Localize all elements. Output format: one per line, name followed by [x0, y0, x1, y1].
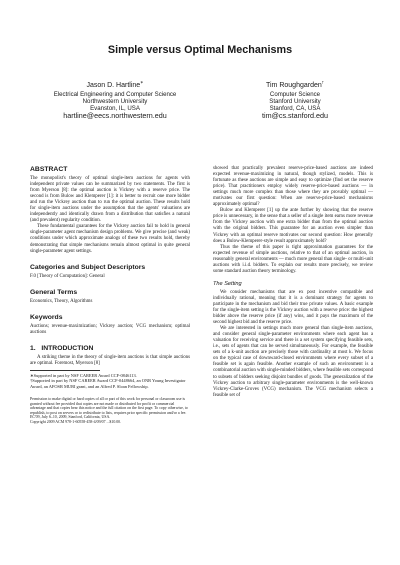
- right-column: [213, 166, 373, 399]
- author-org: Stanford University: [269, 97, 321, 105]
- author-block-2: [222, 79, 368, 121]
- body-paragraph: Bulow and Klemperer [1] up the ante further by showing that the reserve price is unnecessary, in the sense that a seller of a single item earns more revenue from the Vickrey auction with one extra bidder than from the optimal auction with the original bidders. This guarantee for an auction even simpler than Vickrey with an optimal reserve motivates our second question: How generally does a Bulow-Klemperer-style result approximately hold?: [213, 208, 373, 244]
- author-email[interactable]: hartline@eecs.northwestern.edu: [63, 111, 167, 121]
- author-name: Tim Roughgarden†: [265, 79, 324, 89]
- venue-line: EC'09, July 6–10, 2009, Stanford, California, USA.: [30, 415, 111, 420]
- general-terms-text: Economics, Theory, Algorithms: [30, 298, 93, 304]
- abstract-paragraph: These fundamental guarantees for the Vickrey auction fail to hold in general single-parameter agent mechanism design problems. We give precise (and weak) conditions under which approximate analogs of these two results hold, thereby demonstrating that simple mechanisms remain almost optimal in quite general single-parameter agent settings.: [30, 224, 190, 254]
- body-paragraph: We are interested in settings much more general than single-item auctions, and consider general single-parameter environments where each agent has a valuation for receiving service and there is a set system specifying feasible sets, i.e., sets of agents that can be served simultaneously. For example, the feasible sets of a k-unit auction are precisely those with cardinality at most k. We focus on the typical case of downward-closed environments where every subset of a feasible set is again feasible. Another example of such an environment is a combinatorial auction with single-minded bidders, where feasible sets correspond to subsets of bidders seeking disjoint bundles of goods. The generalization of the Vickrey auction to arbitrary single-parameter environments is the well-known Vickrey-Clarke-Groves (VCG) mechanism. The VCG mechanism selects a feasible set of: [213, 326, 373, 398]
- author-block-1: [40, 79, 190, 121]
- author-location: Stanford, CA, USA: [269, 105, 321, 113]
- body-paragraph: We consider mechanisms that are ex post incentive compatible and individually rational, meaning that it is a dominant strategy for agents to participate in the mechanism and bid their true private values. A basic example for the single-item setting is the Vickrey auction with a reserve price: the highest bidder above the reserve price (if any) wins, and it pays the maximum of the second highest bid and the reserve price.: [213, 289, 373, 326]
- introduction-heading: 1. INTRODUCTION: [30, 344, 94, 352]
- paper-title: Simple versus Optimal Mechanisms: [107, 44, 293, 56]
- footnote: †Supported in part by NSF CAREER Award CCF-0448664, an ONR Young Investigator Award, an AFOSR MURI grant, and an Alfred P. Sloan Fellowship.: [30, 378, 186, 389]
- abstract-paragraph: The monopolist's theory of optimal single-item auctions for agents with independent private values can be summarized by two statements. The first is from Myerson [8]: the optimal auction is Vickrey with a reserve price. The second is from Bulow and Klemperer [1]: it is better to recruit one more bidder and run the Vickrey auction than to run the optimal auction. These results hold for single-item auctions under the assumption that the agents' valuations are independently and identically drawn from a distribution that satisfies a natural (and prevalent) regularity condition.: [30, 176, 190, 224]
- categories-text: F.0 [Theory of Computation]: General: [30, 273, 105, 279]
- author-email[interactable]: tim@cs.stanford.edu: [261, 111, 329, 121]
- author-dept: Computer Science: [269, 90, 321, 98]
- footnote-rule: [30, 370, 100, 371]
- body-paragraph: showed that practically prevalent reserve-price-based auctions are indeed expected revenue-maximizing in natural, though stylized, models. This is fortunate as these auctions are simple and easy to optimize (find set the reserve price). That practitioners employ widely reserve-price-based auctions — in settings much more complex than those where they are provably optimal — motivates our first question: When are reserve-price-based mechanisms approximately optimal?: [213, 166, 373, 208]
- author-location: Evanston, IL, USA: [90, 105, 140, 113]
- setting-subheading: The Setting: [213, 280, 242, 287]
- keywords-text: Auctions; revenue-maximization; Vickrey auction; VCG mechanism; optimal auctions: [30, 323, 190, 335]
- keywords-heading: Keywords: [30, 313, 63, 321]
- general-terms-heading: General Terms: [30, 288, 78, 296]
- author-org: Northwestern University: [82, 97, 148, 105]
- copyright-line: Copyright 2009 ACM 978-1-60558-458-4/09/07 ...$10.00.: [30, 420, 122, 425]
- left-column: [30, 166, 190, 425]
- introduction-paragraph: A striking theme in the theory of single-item auctions is that simple auctions are optimal. Foremost, Myerson [8]: [30, 354, 190, 366]
- body-paragraph: Thus the theme of this paper is tight approximation guarantees for the expected revenue of simple auctions, relative to that of an optimal auction, in reasonably general environments — much more general than single- or multi-unit auctions with i.i.d. bidders. To explain our results more precisely, we review some standard auction theory terminology.: [213, 244, 373, 274]
- abstract-heading: ABSTRACT: [30, 166, 68, 173]
- footnote: ∗Supported in part by NSF CAREER Award CCF-0846113.: [30, 372, 137, 378]
- author-dept: Electrical Engineering and Computer Science: [53, 90, 177, 98]
- permission-notice: Permission to make digital or hard copies of all or part of this work for personal or classroom use is granted without fee provided that copies are not made or distributed for profit or commercial advantage and that copies bear this notice and the full citation on the first page. To copy otherwise, to republish, to post on servers or to redistribute to lists, requires prior specific permission and/or a fee.: [30, 397, 188, 415]
- categories-heading: Categories and Subject Descriptors: [30, 263, 146, 271]
- author-name: Jason D. Hartline∗: [86, 79, 144, 89]
